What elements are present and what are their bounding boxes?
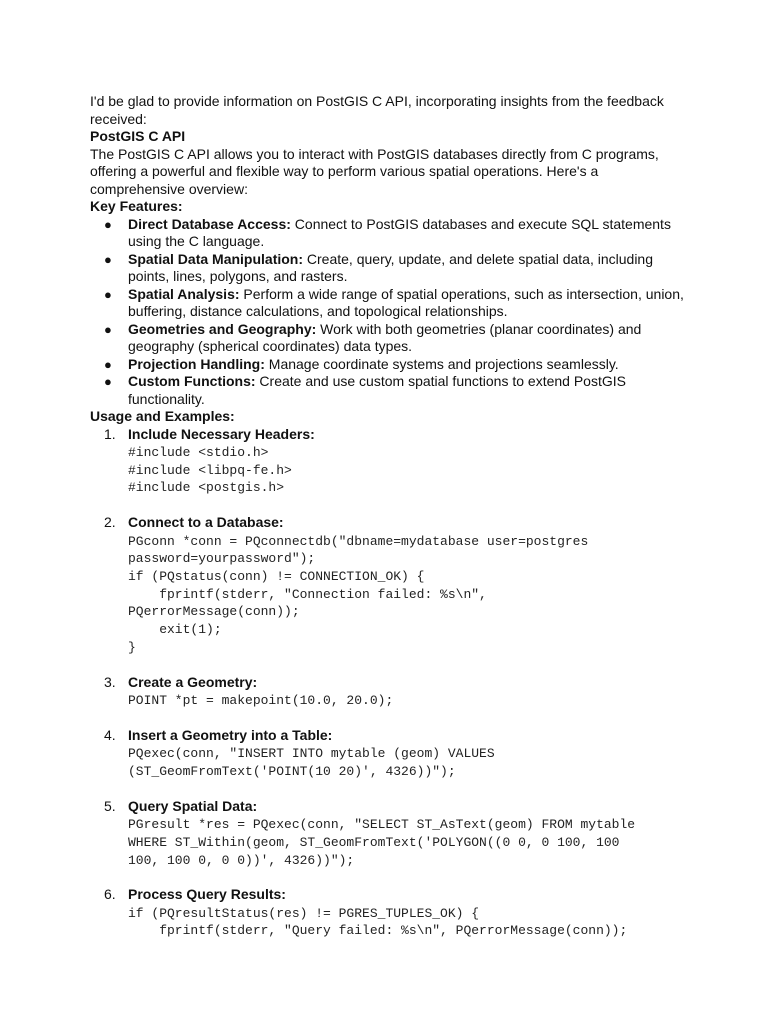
step-number: 5.	[104, 797, 116, 814]
intro-paragraph: I'd be glad to provide information on PostGIS C API, incorporating insights from the feedback received:	[90, 93, 664, 127]
step-title: Query Spatial Data:	[128, 797, 258, 814]
usage-step	[90, 674, 690, 710]
step-number: 4.	[104, 726, 116, 743]
feature-item	[90, 373, 690, 408]
feature-title: Direct Database Access:	[128, 215, 291, 232]
feature-text: Create, query, update, and delete spatial data, including points, lines, polygons, and rasters.	[128, 250, 653, 284]
usage-step	[90, 727, 690, 781]
step-number: 2.	[104, 514, 116, 531]
bullet-icon: ●	[104, 356, 112, 372]
features-heading: Key Features:	[90, 198, 183, 214]
step-title: Process Query Results:	[128, 886, 286, 903]
step-number: 6.	[104, 886, 116, 903]
usage-step	[90, 798, 690, 870]
usage-step	[90, 426, 690, 498]
feature-item	[90, 286, 690, 321]
feature-item	[90, 251, 690, 286]
step-number: 1.	[104, 425, 116, 442]
code-block: PGresult *res = PQexec(conn, "SELECT ST_AsText(geom) FROM mytable WHERE ST_Within(geom, ST_GeomFromText('POLYGON((0 0, 0 100, 100 100, 100 0, 0 0))', 4326))");	[128, 817, 636, 868]
document-page	[90, 93, 690, 957]
usage-step	[90, 886, 690, 940]
feature-text: Work with both geometries (planar coordinates) and geography (spherical coordinates) data types.	[128, 320, 642, 354]
bullet-icon: ●	[104, 286, 112, 302]
code-block: #include <stdio.h> #include <libpq-fe.h> #include <postgis.h>	[128, 445, 292, 496]
usage-steps-list	[90, 426, 690, 941]
feature-item	[90, 321, 690, 356]
feature-text: Manage coordinate systems and projections seamlessly.	[264, 355, 619, 372]
feature-title: Custom Functions:	[128, 373, 256, 389]
step-number: 3.	[104, 673, 116, 690]
page-heading: PostGIS C API	[90, 128, 186, 144]
bullet-icon: ●	[104, 374, 112, 389]
bullet-icon: ●	[104, 251, 112, 267]
description-paragraph: The PostGIS C API allows you to interact with PostGIS databases directly from C programs, offering a powerful and flexible way to perform various spatial operations. Here's a comprehensive overview:	[90, 145, 659, 197]
feature-text: Create and use custom spatial functions to extend PostGIS functionality.	[128, 373, 626, 407]
feature-title: Spatial Data Manipulation:	[128, 250, 304, 267]
step-title: Create a Geometry:	[128, 673, 258, 690]
features-list	[90, 216, 690, 409]
feature-text: Perform a wide range of spatial operations, such as intersection, union, buffering, distance calculations, and topological relationships.	[128, 285, 684, 319]
code-block: POINT *pt = makepoint(10.0, 20.0);	[128, 693, 394, 709]
bullet-icon: ●	[104, 216, 112, 232]
feature-item	[90, 356, 690, 374]
code-block: if (PQresultStatus(res) != PGRES_TUPLES_OK) { fprintf(stderr, "Query failed: %s\n", PQerrorMessage(conn));	[128, 905, 628, 939]
feature-title: Spatial Analysis:	[128, 285, 240, 302]
usage-heading: Usage and Examples:	[90, 408, 235, 424]
code-block: PGconn *conn = PQconnectdb("dbname=mydatabase user=postgres password=yourpassword"); if (PQstatus(conn) != CONNECTION_OK) { fprintf(stderr, "Connection failed: %s\n", PQerrorMessage(conn)); exit(1); }	[128, 533, 589, 655]
bullet-icon: ●	[104, 321, 112, 337]
feature-title: Geometries and Geography:	[128, 320, 317, 337]
usage-step	[90, 514, 690, 656]
feature-text: Connect to PostGIS databases and execute SQL statements using the C language.	[128, 215, 671, 249]
feature-item	[90, 216, 690, 251]
step-title: Include Necessary Headers:	[128, 425, 315, 442]
code-block: PQexec(conn, "INSERT INTO mytable (geom) VALUES (ST_GeomFromText('POINT(10 20)', 4326))");	[128, 746, 495, 779]
feature-title: Projection Handling:	[128, 355, 265, 372]
step-title: Insert a Geometry into a Table:	[128, 726, 333, 743]
step-title: Connect to a Database:	[128, 514, 284, 531]
